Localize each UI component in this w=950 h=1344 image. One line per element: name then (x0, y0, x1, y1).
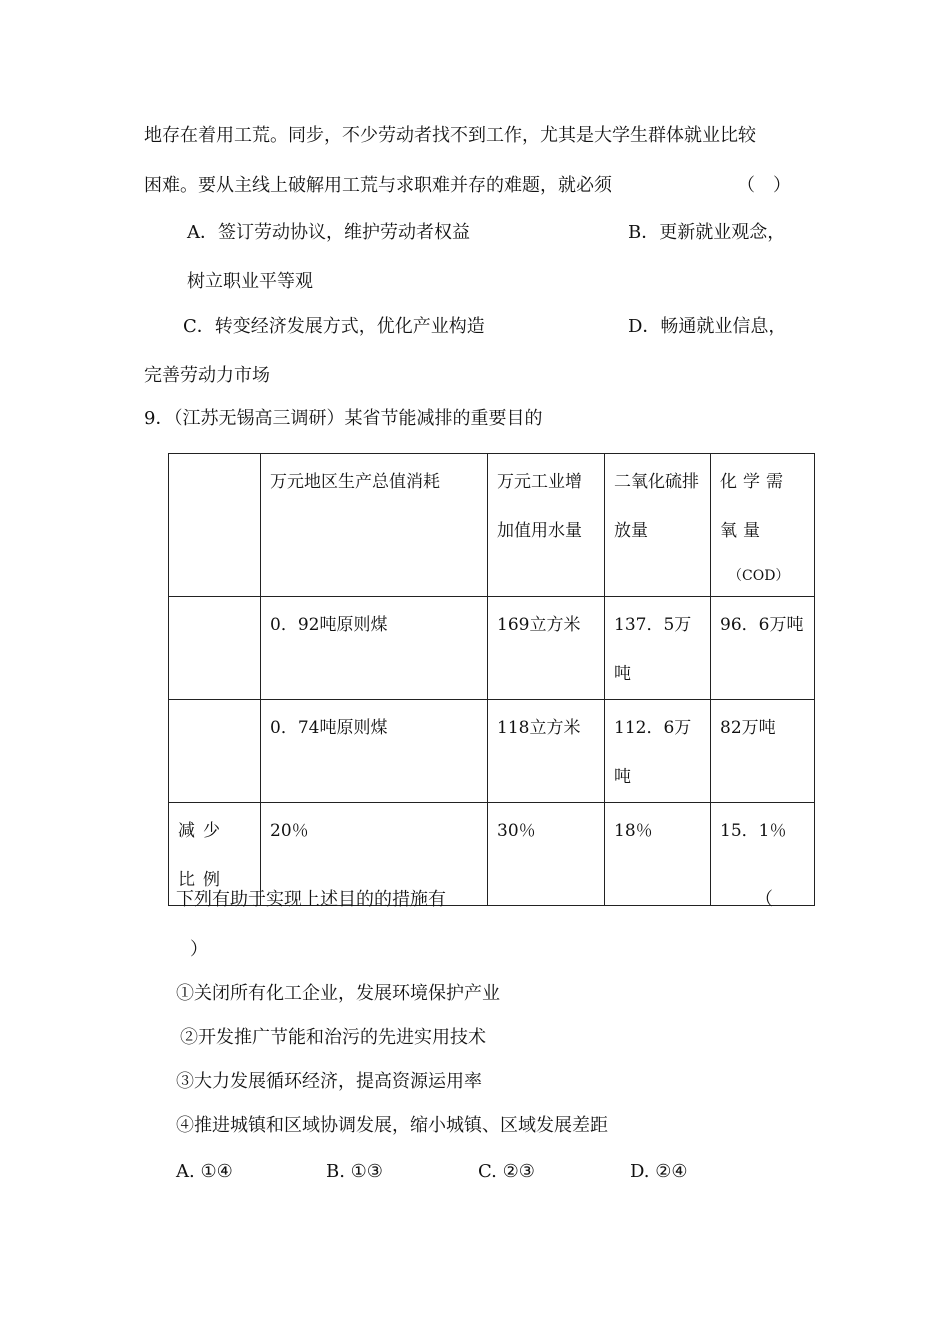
paragraph-line-1: 地存在着用工荒。同步，不少劳动者找不到工作，尤其是大学生群体就业比较 (144, 125, 756, 146)
option-c: C．转变经济发展方式，优化产业构造 (183, 316, 485, 337)
question-9-stem: 9．（江苏无锡高三调研）某省节能减排的重要目的 (144, 408, 543, 429)
table-header: 万元工业增加值用水量 (488, 454, 605, 597)
table-cell: 30％ (488, 803, 605, 906)
option-a: A．签订劳动协议，维护劳动者权益 (187, 222, 470, 243)
option-b: B．更新就业观念， (628, 222, 786, 243)
table-cell: 112．6万吨 (605, 700, 711, 803)
table-row (169, 700, 815, 803)
table-cell (169, 454, 261, 597)
table-header-cod (711, 454, 815, 597)
question-9-prompt: 下列有助于实现上述目的的措施有 (176, 889, 446, 910)
answer-option-a: A. ①④ (176, 1161, 233, 1182)
table-header: 万元地区生产总值消耗 (261, 454, 488, 597)
answer-option-b: B. ①③ (326, 1161, 383, 1182)
measure-2: ②开发推广节能和治污的先进实用技术 (180, 1027, 486, 1048)
table-cell: 减少比例 (169, 803, 261, 906)
table-cell (169, 597, 261, 700)
table-cell: 0．74吨原则煤 (261, 700, 488, 803)
answer-paren: （ ） (737, 175, 791, 196)
answer-option-c: C. ②③ (478, 1161, 535, 1182)
table-cell: 15．1％ (711, 803, 815, 906)
option-d: D．畅通就业信息， (628, 316, 787, 337)
table-cell: 137．5万吨 (605, 597, 711, 700)
table-header: 二氧化硫排放量 (605, 454, 711, 597)
data-table (168, 453, 815, 906)
measure-3: ③大力发展循环经济，提高资源运用率 (176, 1071, 482, 1092)
measure-1: ①关闭所有化工企业，发展环境保护产业 (176, 983, 500, 1004)
table-header-row (169, 454, 815, 597)
table-cell (169, 700, 261, 803)
table-cell: 169立方米 (488, 597, 605, 700)
table-header-cod-label: （COD） (728, 568, 790, 584)
table-cell: 18％ (605, 803, 711, 906)
table-cell: 20％ (261, 803, 488, 906)
paragraph-line-2: 困难。要从主线上破解用工荒与求职难并存的难题，就必须 (144, 175, 612, 196)
table-cell: 96．6万吨 (711, 597, 815, 700)
paren-open: （ (755, 889, 773, 910)
option-b-continued: 树立职业平等观 (187, 271, 313, 292)
table-cell: 118立方米 (488, 700, 605, 803)
table-cell: 82万吨 (711, 700, 815, 803)
option-d-continued: 完善劳动力市场 (144, 365, 270, 386)
paren-close: ） (190, 939, 208, 960)
table-row (169, 597, 815, 700)
table-header: 化学需氧量 (720, 472, 789, 541)
answer-option-d: D. ②④ (630, 1161, 688, 1182)
table-cell: 0．92吨原则煤 (261, 597, 488, 700)
measure-4: ④推进城镇和区域协调发展，缩小城镇、区域发展差距 (176, 1115, 608, 1136)
